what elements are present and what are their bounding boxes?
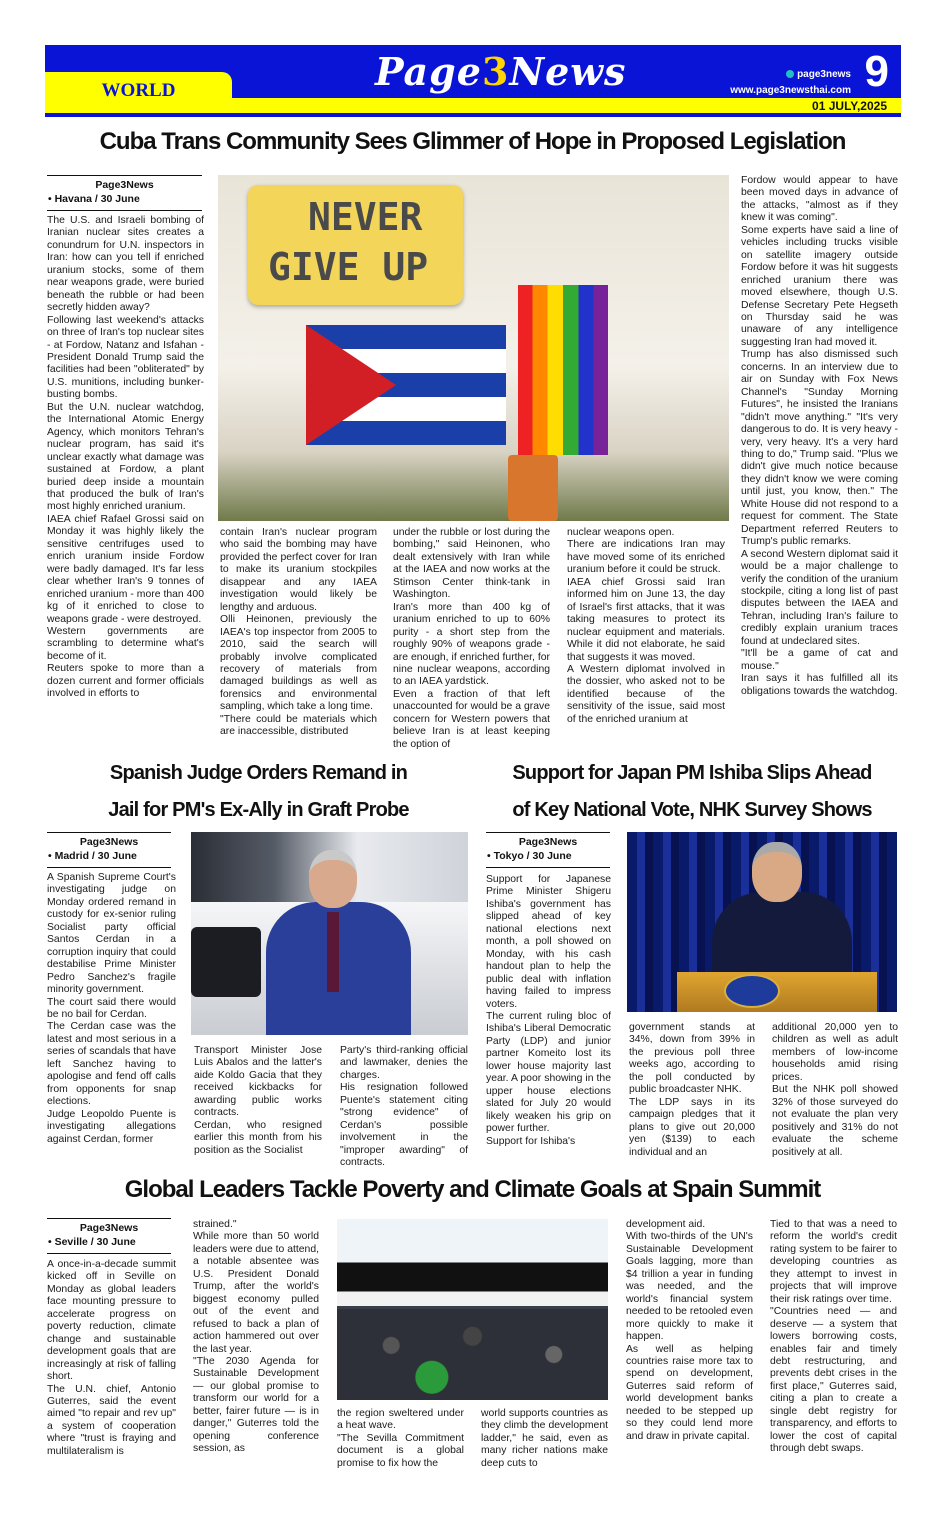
paragraph: The current ruling bloc of Ishiba's Liberal Democratic Party (LDP) and junior partner Komeito lost its lower house majority last year. A poor showing in the upper house elections slated for July 20 would likely weaken his grip on power further.: [486, 1010, 611, 1135]
dateline-block: Page3News • Seville / 30 June: [47, 1218, 171, 1254]
article-text-column: [486, 874, 611, 1148]
paragraph: Some experts have said a line of vehicles including trucks visible on satellite imagery outside Fordow before it was hit suggests enriched uranium there was moved elsewhere, though U.S. Defense Secretary Pete Hegseth on Thursday said he was unaware of any intelligence suggesting Iran had moved it.: [741, 224, 898, 348]
paragraph: Party's third-ranking official and lawmaker, denies the charges.: [340, 1045, 468, 1081]
headline-japan-pm-line1: Support for Japan PM Ishiba Slips Ahead: [512, 762, 872, 784]
article-text-column: [47, 215, 204, 701]
dateline-block: Page3News • Tokyo / 30 June: [486, 832, 610, 868]
article-text-column: [47, 1259, 176, 1458]
paragraph: While more than 50 world leaders were due to attend, a notable absentee was U.S. President Donald Trump, after the world's biggest economy pulled out of the event and refused to back a plan of action hammered out over the last year.: [193, 1231, 319, 1355]
paragraph: A once-in-a-decade summit kicked off in Seville on Monday as global leaders face mounting pressure to accelerate progress on poverty reduction, climate change and sustainable development goals that are increasingly at risk of falling short.: [47, 1259, 176, 1383]
photo-never-give-up: [218, 175, 729, 521]
dateline-block: Page3News • Havana / 30 June: [47, 175, 202, 211]
paragraph: Iran's more than 400 kg of uranium enriched to up to 60% purity - a short step from the roughly 90% of weapons grade - are enough, if enriched further, for nine nuclear weapons, according to an IAEA yardstick.: [393, 601, 550, 688]
paragraph: IAEA chief Grossi said Iran informed him on June 13, the day of Israel's first attacks, that it was taking measures to protect its nuclear equipment and materials. While it did not elaborate, he said that suggests it was moved.: [567, 576, 725, 663]
paragraph: Support for Japanese Prime Minister Shigeru Ishiba's government has slipped ahead of key national elections next month, a poll showed on Monday, with his cash handout plan to help the public deal with inflation having failed to impress voters.: [486, 874, 611, 1010]
paragraph: development aid.: [626, 1219, 706, 1230]
paragraph: The U.S. and Israeli bombing of Iranian nuclear sites creates a conundrum for U.N. inspectors in Iran: how can you tell if enriched uranium stocks, some of them near weapons grade, were buried beneath the rubble or had been secretly hidden away?: [47, 215, 204, 314]
paragraph: Iran says it has fulfilled all its obligations towards the watchdog.: [741, 673, 898, 697]
paragraph: nuclear weapons open.: [567, 527, 675, 538]
article-text-column: [626, 1219, 753, 1443]
paragraph: Transport Minister Jose Luis Abalos and the latter's aide Koldo Gacia that they received kickbacks for awarding public works contracts.: [194, 1045, 322, 1119]
paragraph: The LDP says in its campaign pledges that it plans to give out 20,000 yen ($139) to each individual and an: [629, 1096, 755, 1158]
section-tab: [45, 72, 232, 113]
cuban-flag: [306, 325, 506, 445]
article-text-column: [741, 175, 898, 698]
paragraph: Western governments are scrambling to determine what's become of it.: [47, 625, 204, 662]
paragraph: "Countries need — and deserve — a system that lowers borrowing costs, enables fair and timely debt restructuring, and prevents debt crises in the first place," Guterres said, citing a plan to create a single debt registry for transparency, and efforts to lower the cost of capital through debt swaps.: [770, 1306, 897, 1455]
paragraph: strained.": [193, 1219, 237, 1230]
newspaper-logo: Page3News: [375, 49, 627, 94]
paragraph: The U.N. chief, Antonio Guterres, said the event aimed "to repair and rev up" a system of cooperation where "trust is fraying and multilateralism is: [47, 1383, 176, 1457]
photo-summit-hall: [337, 1219, 608, 1400]
headline-japan-pm-line2: of Key National Vote, NHK Survey Shows: [512, 799, 872, 821]
social-handle: page3news: [786, 69, 851, 80]
paragraph: Support for Ishiba's: [486, 1135, 576, 1147]
paragraph: A Western diplomat involved in the dossier, who asked not to be identified because of the sensitivity of the issue, said most of the enriched uranium at: [567, 663, 725, 725]
paragraph: "The Sevilla Commitment document is a global promise to fix how the: [337, 1432, 464, 1469]
paragraph: "The 2030 Agenda for Sustainable Development — our global promise to transform our world for a better, fairer future — is in danger," Guterres told the opening conference session, as: [193, 1355, 319, 1455]
article-text-column: [629, 1022, 755, 1159]
article-text-column: [481, 1408, 608, 1470]
article-text-column: [193, 1219, 319, 1456]
paragraph: world supports countries as they climb the development ladder," he said, even as many richer nations make deep cuts to: [481, 1408, 608, 1469]
issue-date: 01 JULY,2025: [812, 99, 887, 113]
paragraph: additional 20,000 yen to children as well as adult members of low-income households amid rising prices.: [772, 1022, 898, 1083]
article-text-column: [567, 527, 725, 726]
rainbow-flag: [518, 285, 608, 455]
paragraph: IAEA chief Rafael Grossi said on Monday it was highly likely the sensitive centrifuges used to enrich uranium inside Fordow were badly damaged. It's far less clear whether Iran's 9 tonnes of enriched uranium - more than 400 kg of it enriched to close to weapons grade - were destroyed.: [47, 513, 204, 625]
sign-never-give-up: NEVER GIVE UP: [248, 185, 463, 305]
paragraph: under the rubble or lost during the bombing," said Heinonen, who dealt extensively with Iran while at the IAEA and now works at the Stimson Center think-tank in Washington.: [393, 527, 550, 601]
article-text-column: [337, 1408, 464, 1470]
paragraph: But the U.N. nuclear watchdog, the International Atomic Energy Agency, which monitors Tehran's nuclear program, has said it's unclear exactly what damage was sustained at Fordow, a plant buried deep inside a mountain that produced the bulk of Iran's most highly enriched uranium.: [47, 401, 204, 513]
paragraph: "It'll be a game of cat and mouse.": [741, 648, 898, 672]
photo-shigeru-ishiba: [627, 832, 897, 1012]
paragraph: Tied to that was a need to reform the world's credit rating system to be fairer to developing countries as they attempt to invest in projects that will improve their risk ratings over time.: [770, 1219, 897, 1305]
article-text-column: [340, 1045, 468, 1170]
masthead-rule: [45, 113, 901, 117]
paragraph: His resignation followed Puente's statement citing "strong evidence" of Cerdan's possible involvement in the "improper awarding" of contracts.: [340, 1082, 468, 1169]
paragraph: The Cerdan case was the latest and most serious in a series of scandals that have left Sanchez having to apologise and fend off calls from opponents for snap elections.: [47, 1021, 176, 1108]
paragraph: A Spanish Supreme Court's investigating judge on Monday ordered remand in custody for ex-senior ruling Socialist party official Santos Cerdan in a corruption inquiry that could destabilise Prime Minister Pedro Sanchez's fragile minority government.: [47, 872, 176, 996]
article-text-column: [772, 1022, 898, 1159]
article-text-column: [393, 527, 550, 751]
photo-santos-cerdan: [191, 832, 468, 1035]
paragraph: Trump has also dismissed such concerns. In an interview due to air on Sunday with Fox News Channel's "Sunday Morning Futures", he insisted the Iranians "didn't move anything." "It's very dangerous to do. It is very heavy - very, very heavy. It's a very hard thing to do," Trump said. "Plus we didn't give much notice because they didn't know we were coming until just, you know, then." The White House did not respond to a request for comment. The State Department referred Reuters to Trump's public remarks.: [741, 349, 898, 548]
paragraph: Judge Leopoldo Puente is investigating allegations against Cerdan, former: [47, 1108, 176, 1145]
paragraph: government stands at 34%, down from 39% in the previous poll three weeks ago, according to the poll conducted by public broadcaster NHK.: [629, 1022, 755, 1096]
headline-spanish-judge-line2: Jail for PM's Ex-Ally in Graft Probe: [108, 799, 409, 821]
paragraph: The court said there would be no bail for Cerdan.: [47, 996, 176, 1020]
headline-cuba: Cuba Trans Community Sees Glimmer of Hope in Proposed Legislation: [99, 128, 846, 155]
social-icon: [786, 70, 794, 78]
paragraph: Following last weekend's attacks on three of Iran's top nuclear sites - at Fordow, Natanz and Isfahan - President Donald Trump said the facilities had been "obliterated" by U.S. munitions, including bunker-busting bombs.: [47, 314, 204, 401]
article-text-column: [220, 527, 377, 739]
paragraph: But the NHK poll showed 32% of those surveyed do not evaluate the plan very positively and 31% do not evaluate the scheme positively at all.: [772, 1084, 898, 1158]
paragraph: With two-thirds of the UN's Sustainable Development Goals lagging, more than $4 trillion a year in funding was needed, and the world's financial system needed to be retooled even more quickly to make it happen.: [626, 1231, 753, 1343]
paragraph: There are indications Iran may have moved some of its enriched uranium before it could be struck.: [567, 539, 725, 576]
headline-spanish-judge-line1: Spanish Judge Orders Remand in: [109, 762, 408, 784]
website: www.page3newsthai.com: [730, 85, 851, 96]
article-text-column: [47, 872, 176, 1146]
paragraph: Cerdan, who resigned earlier this month from his position as the Socialist: [194, 1119, 322, 1156]
paragraph: Olli Heinonen, previously the IAEA's top inspector from 2005 to 2010, said the search will probably involve complicated recovery of materials from damaged buildings as well as forensics and environmental sampling, which take a long time.: [220, 614, 377, 713]
paragraph: As well as helping countries raise more tax to spend on development, Guterres said reform of world development banks needed to be stepped up so they could lend more and draw in private capital.: [626, 1343, 753, 1442]
paragraph: Reuters spoke to more than a dozen current and former officials involved in efforts to: [47, 663, 204, 700]
paragraph: A second Western diplomat said it would be a major challenge to verify the condition of the uranium stockpile, citing a long list of past disputes between the IAEA and Tehran, including Iran's failure to credibly explain uranium traces found at undeclared sites.: [741, 548, 898, 647]
section-label: WORLD: [101, 80, 176, 101]
paragraph: the region sweltered under a heat wave.: [337, 1408, 464, 1432]
paragraph: contain Iran's nuclear program who said the bombing may have provided the perfect cover for Iran to make its uranium stockpiles disappear and any IAEA investigation would likely be lengthy and arduous.: [220, 527, 377, 613]
paragraph: Even a fraction of that left unaccounted for would be a grave concern for Western powers that believe Iran is at least keeping the option of: [393, 688, 550, 750]
dateline-block: Page3News • Madrid / 30 June: [47, 832, 171, 868]
headline-spain-summit: Global Leaders Tackle Poverty and Climate Goals at Spain Summit: [124, 1176, 821, 1203]
article-text-column: [770, 1219, 897, 1456]
flower-pot: [508, 455, 558, 521]
audience: [337, 1309, 608, 1400]
article-text-column: [194, 1045, 322, 1157]
page-number: 9: [864, 47, 889, 96]
paragraph: "There could be materials which are inaccessible, distributed: [220, 713, 377, 738]
masthead: [45, 45, 901, 117]
paragraph: Fordow would appear to have been moved days in advance of the attacks, "almost as if they knew it was coming".: [741, 175, 898, 224]
